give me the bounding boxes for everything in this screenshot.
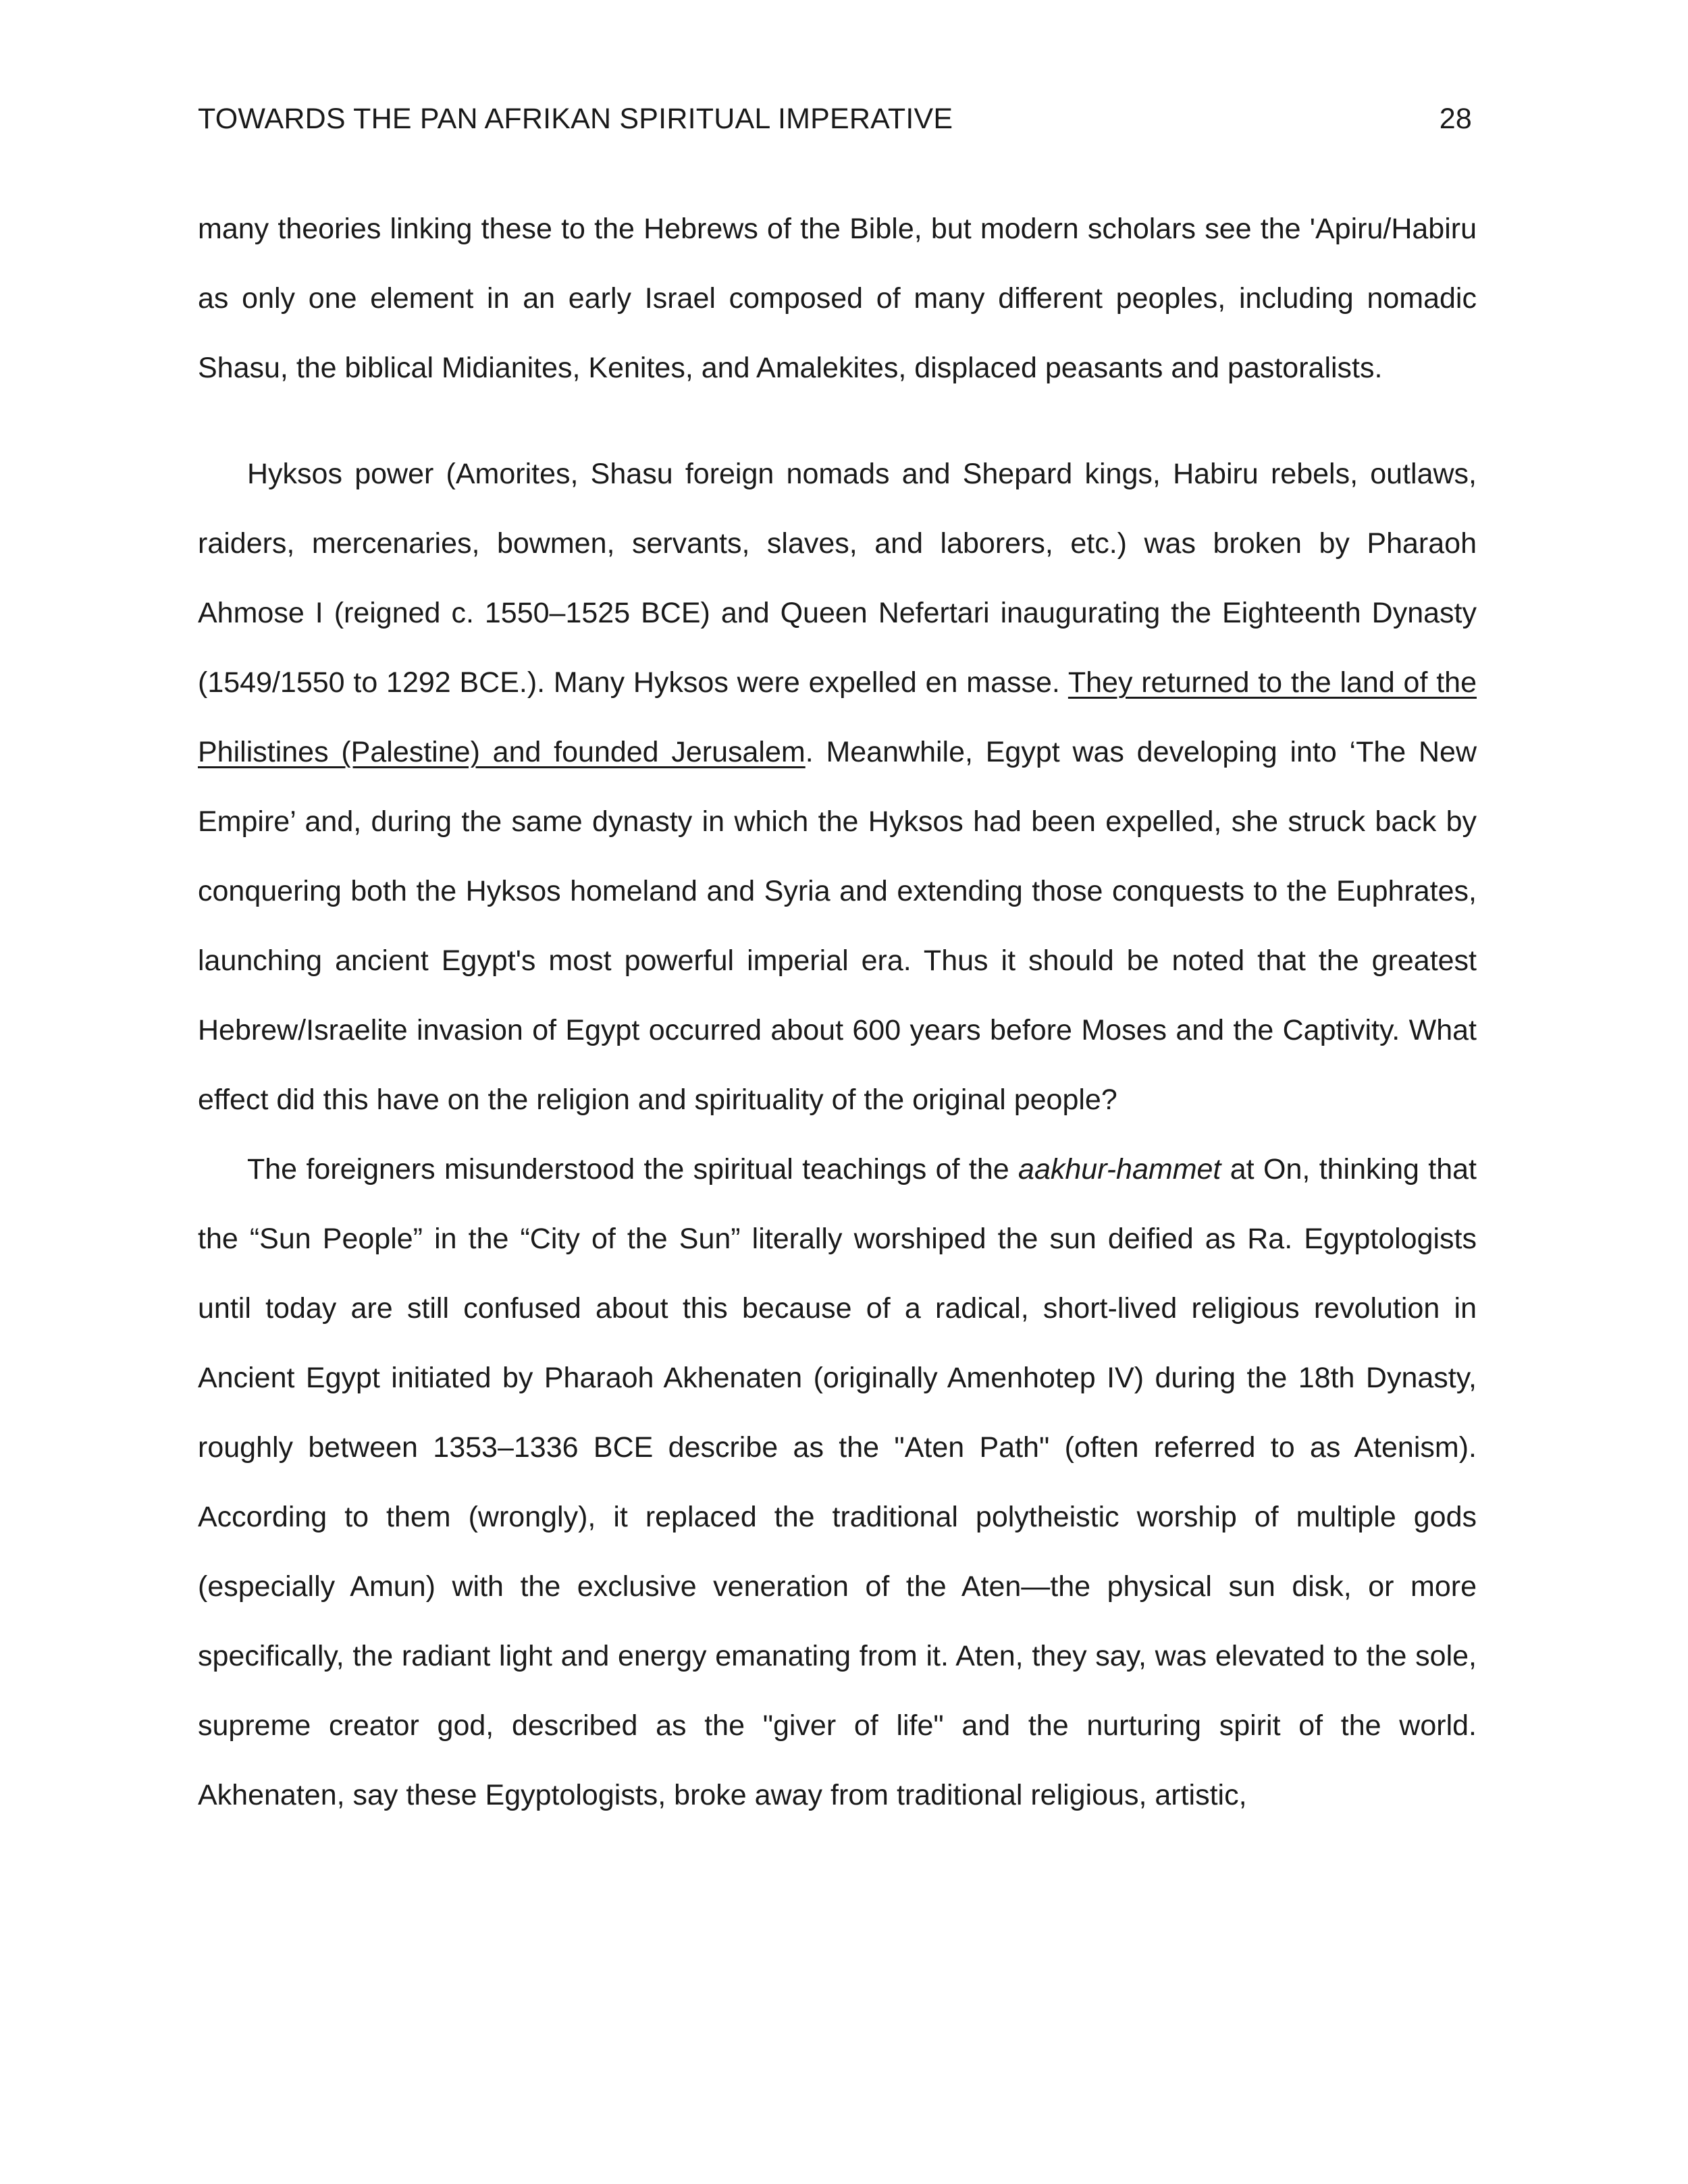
italic-term: aakhur-hammet: [1018, 1153, 1221, 1186]
paragraph-2: [198, 440, 1477, 1135]
paragraph-2-rest: . Meanwhile, Egypt was developing into ‘The New Empire’ and, during the same dynasty in which the Hyksos had been expelled, she struck back by conquering both the Hyksos homeland and Syria and extending those conquests to the Euphrates, launching ancient Egypt's most powerful imperial era. Thus it should be noted that the greatest Hebrew/Israelite invasion of Egypt occurred about 600 years before Moses and the Captivity. What effect did this have on the religion and spirituality of the original people?: [198, 736, 1477, 1116]
paragraph-gap: [198, 403, 1477, 440]
paragraph-3: [198, 1135, 1477, 1830]
paragraph-2-lead: Hyksos power (Amorites, Shasu foreign nomads and Shepard kings, Habiru rebels, outlaws, raiders, mercenaries, bowmen, servants, slaves, and laborers, etc.) was broken by Pharaoh Ahmose I (reigned c. 1550–1525 BCE) and Queen Nefertari inaugurating the Eighteenth Dynasty (1549/1550 to 1292 BCE.). Many Hyksos were expelled en masse.: [198, 458, 1477, 699]
paragraph-1: many theories linking these to the Hebrews of the Bible, but modern scholars see the 'Apiru/Habiru as only one element in an early Israel composed of many different peoples, including nomadic Shasu, the biblical Midianites, Kenites, and Amalekites, displaced peasants and pastoralists.: [198, 213, 1477, 384]
body-text: [198, 194, 1477, 1830]
underlined-passage: They returned to the land of the Philistines (Palestine) and founded Jerusalem: [198, 666, 1477, 768]
page-number: 28: [1439, 103, 1472, 135]
paragraph-3-rest: at On, thinking that the “Sun People” in the “City of the Sun” literally worshiped the sun deified as Ra. Egyptologists until today are still confused about this because of a radical, short-lived religious revolution in Ancient Egypt initiated by Pharaoh Akhenaten (originally Amenhotep IV) during the 18th Dynasty, roughly between 1353–1336 BCE describe as the "Aten Path" (often referred to as Atenism). According to them (wrongly), it replaced the traditional polytheistic worship of multiple gods (especially Amun) with the exclusive veneration of the Aten—the physical sun disk, or more specifically, the radiant light and energy emanating from it. Aten, they say, was elevated to the sole, supreme creator god, described as the "giver of life" and the nurturing spirit of the world. Akhenaten, say these Egyptologists, broke away from traditional religious, artistic,: [198, 1153, 1477, 1811]
paragraph-3-lead: The foreigners misunderstood the spiritual teachings of the: [247, 1153, 1019, 1186]
header-title: TOWARDS THE PAN AFRIKAN SPIRITUAL IMPERATIVE: [198, 103, 953, 135]
running-header: [198, 100, 1472, 138]
